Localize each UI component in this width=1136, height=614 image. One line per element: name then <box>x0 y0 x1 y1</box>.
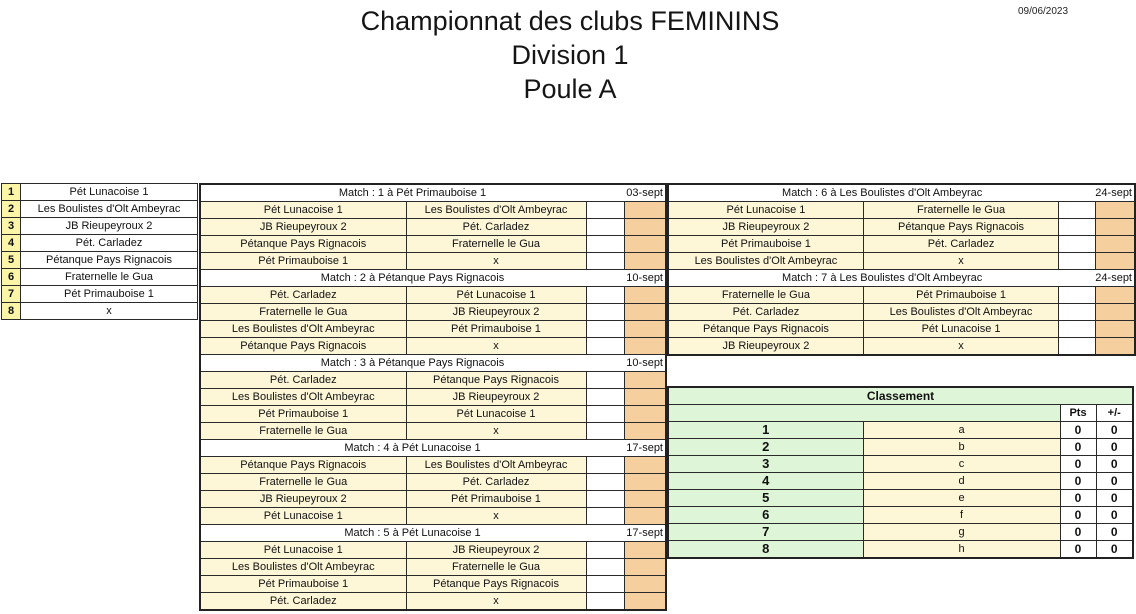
result-cell[interactable] <box>1095 236 1135 253</box>
result-cell[interactable] <box>624 474 666 491</box>
match-date: 10-sept <box>624 270 666 287</box>
home-team: Fraternelle le Gua <box>200 423 406 440</box>
result-cell[interactable] <box>1095 338 1135 356</box>
title-line-3: Poule A <box>523 74 617 104</box>
team-number: 2 <box>2 201 21 218</box>
match-date: 17-sept <box>624 525 666 542</box>
points-value: 0 <box>1060 507 1096 524</box>
game-row <box>668 202 1135 219</box>
team-number: 7 <box>2 286 21 303</box>
game-row <box>668 219 1135 236</box>
game-row <box>200 593 666 611</box>
result-cell[interactable] <box>624 338 666 355</box>
rank-number: 3 <box>668 456 863 473</box>
home-team: Pét Primauboise 1 <box>200 576 406 593</box>
rank-number: 8 <box>668 541 863 559</box>
game-row <box>200 457 666 474</box>
match-header <box>200 525 666 542</box>
team-number: 8 <box>2 303 21 320</box>
score-cell[interactable] <box>586 508 624 525</box>
score-cell[interactable] <box>586 576 624 593</box>
match-header <box>200 440 666 457</box>
result-cell[interactable] <box>624 491 666 508</box>
away-team: x <box>406 508 586 525</box>
score-cell[interactable] <box>586 253 624 270</box>
team-row <box>2 201 198 218</box>
result-cell[interactable] <box>1095 202 1135 219</box>
result-cell[interactable] <box>624 406 666 423</box>
away-team: Pét Lunacoise 1 <box>406 287 586 304</box>
home-team: JB Rieupeyroux 2 <box>668 219 863 236</box>
points-value: 0 <box>1060 439 1096 456</box>
ranked-team: b <box>863 439 1060 456</box>
away-team: JB Rieupeyroux 2 <box>406 542 586 559</box>
score-cell[interactable] <box>1059 253 1096 270</box>
team-list <box>1 183 198 320</box>
game-row <box>200 372 666 389</box>
diff-value: 0 <box>1096 507 1133 524</box>
home-team: Les Boulistes d'Olt Ambeyrac <box>200 321 406 338</box>
score-cell[interactable] <box>1059 304 1096 321</box>
match-header <box>200 270 666 287</box>
score-cell[interactable] <box>586 389 624 406</box>
match-title: Match : 7 à Les Boulistes d'Olt Ambeyrac <box>668 270 1095 287</box>
home-team: Pét Lunacoise 1 <box>200 202 406 219</box>
away-team: Pét Primauboise 1 <box>406 491 586 508</box>
home-team: Pétanque Pays Rignacois <box>200 236 406 253</box>
matches-left <box>199 183 667 611</box>
game-row <box>200 474 666 491</box>
team-name: Pét Lunacoise 1 <box>21 184 198 201</box>
result-cell[interactable] <box>1095 219 1135 236</box>
result-cell[interactable] <box>624 542 666 559</box>
team-number: 3 <box>2 218 21 235</box>
result-cell[interactable] <box>624 321 666 338</box>
points-value: 0 <box>1060 456 1096 473</box>
result-cell[interactable] <box>624 508 666 525</box>
score-cell[interactable] <box>1059 287 1096 304</box>
home-team: Pét. Carladez <box>668 304 863 321</box>
result-cell[interactable] <box>624 593 666 611</box>
team-number: 1 <box>2 184 21 201</box>
game-row <box>668 253 1135 270</box>
score-cell[interactable] <box>1059 236 1096 253</box>
match-title: Match : 1 à Pét Primauboise 1 <box>200 184 624 202</box>
team-name: JB Rieupeyroux 2 <box>21 218 198 235</box>
result-cell[interactable] <box>624 253 666 270</box>
match-date: 24-sept <box>1095 270 1135 287</box>
rank-number: 2 <box>668 439 863 456</box>
away-team: Pétanque Pays Rignacois <box>406 576 586 593</box>
classement-title: Classement <box>668 387 1133 405</box>
result-cell[interactable] <box>624 576 666 593</box>
away-team: JB Rieupeyroux 2 <box>406 304 586 321</box>
score-cell[interactable] <box>586 236 624 253</box>
classement-row <box>668 456 1133 473</box>
away-team: Pét. Carladez <box>406 474 586 491</box>
pts-header: Pts <box>1060 405 1096 422</box>
diff-value: 0 <box>1096 456 1133 473</box>
ranked-team: a <box>863 422 1060 439</box>
home-team: Les Boulistes d'Olt Ambeyrac <box>668 253 863 270</box>
ranked-team: c <box>863 456 1060 473</box>
result-cell[interactable] <box>1095 304 1135 321</box>
score-cell[interactable] <box>586 474 624 491</box>
rank-number: 5 <box>668 490 863 507</box>
away-team: Pét Lunacoise 1 <box>406 406 586 423</box>
team-row <box>2 218 198 235</box>
score-cell[interactable] <box>586 559 624 576</box>
diff-header: +/- <box>1096 405 1133 422</box>
score-cell[interactable] <box>586 593 624 611</box>
result-cell[interactable] <box>1095 253 1135 270</box>
home-team: Pét. Carladez <box>200 593 406 611</box>
game-row <box>200 508 666 525</box>
match-date: 10-sept <box>624 355 666 372</box>
ranked-team: e <box>863 490 1060 507</box>
away-team: Pét Primauboise 1 <box>863 287 1058 304</box>
classement-table <box>667 386 1134 559</box>
home-team: Pét Lunacoise 1 <box>200 542 406 559</box>
diff-value: 0 <box>1096 524 1133 541</box>
result-cell[interactable] <box>624 389 666 406</box>
points-value: 0 <box>1060 473 1096 490</box>
points-value: 0 <box>1060 422 1096 439</box>
game-row <box>200 253 666 270</box>
diff-value: 0 <box>1096 490 1133 507</box>
game-row <box>200 219 666 236</box>
match-title: Match : 5 à Pét Lunacoise 1 <box>200 525 624 542</box>
home-team: Pét Primauboise 1 <box>200 253 406 270</box>
home-team: Pétanque Pays Rignacois <box>200 338 406 355</box>
home-team: Fraternelle le Gua <box>200 304 406 321</box>
game-row <box>200 321 666 338</box>
score-cell[interactable] <box>586 287 624 304</box>
score-cell[interactable] <box>586 338 624 355</box>
classement-row <box>668 422 1133 439</box>
score-cell[interactable] <box>586 406 624 423</box>
away-team: Les Boulistes d'Olt Ambeyrac <box>863 304 1058 321</box>
result-cell[interactable] <box>624 202 666 219</box>
rank-number: 7 <box>668 524 863 541</box>
game-row <box>668 304 1135 321</box>
match-header <box>668 184 1135 202</box>
home-team: Pét Primauboise 1 <box>668 236 863 253</box>
away-team: Fraternelle le Gua <box>406 236 586 253</box>
score-cell[interactable] <box>586 491 624 508</box>
result-cell[interactable] <box>624 372 666 389</box>
ranked-team: g <box>863 524 1060 541</box>
classement-header-blank <box>668 405 1060 422</box>
team-name: Pétanque Pays Rignacois <box>21 252 198 269</box>
game-row <box>200 338 666 355</box>
match-date: 24-sept <box>1095 184 1135 202</box>
away-team: Pét. Carladez <box>863 236 1058 253</box>
match-date: 17-sept <box>624 440 666 457</box>
score-cell[interactable] <box>586 219 624 236</box>
score-cell[interactable] <box>586 457 624 474</box>
points-value: 0 <box>1060 490 1096 507</box>
home-team: Les Boulistes d'Olt Ambeyrac <box>200 559 406 576</box>
home-team: Pét Primauboise 1 <box>200 406 406 423</box>
score-cell[interactable] <box>586 372 624 389</box>
away-team: Pét Lunacoise 1 <box>863 321 1058 338</box>
title-line-2: Division 1 <box>511 40 629 70</box>
home-team: Fraternelle le Gua <box>668 287 863 304</box>
game-row <box>200 236 666 253</box>
away-team: JB Rieupeyroux 2 <box>406 389 586 406</box>
game-row <box>200 287 666 304</box>
game-row <box>200 202 666 219</box>
away-team: x <box>406 338 586 355</box>
game-row <box>668 338 1135 356</box>
home-team: Pét Lunacoise 1 <box>200 508 406 525</box>
game-row <box>200 304 666 321</box>
classement-row <box>668 541 1133 559</box>
home-team: Pétanque Pays Rignacois <box>668 321 863 338</box>
match-header <box>200 184 666 202</box>
home-team: Les Boulistes d'Olt Ambeyrac <box>200 389 406 406</box>
score-cell[interactable] <box>586 202 624 219</box>
score-cell[interactable] <box>586 321 624 338</box>
away-team: x <box>406 593 586 611</box>
result-cell[interactable] <box>624 219 666 236</box>
team-row <box>2 235 198 252</box>
score-cell[interactable] <box>586 423 624 440</box>
diff-value: 0 <box>1096 473 1133 490</box>
points-value: 0 <box>1060 524 1096 541</box>
match-date: 03-sept <box>624 184 666 202</box>
match-header <box>668 270 1135 287</box>
score-cell[interactable] <box>1059 219 1096 236</box>
rank-number: 4 <box>668 473 863 490</box>
game-row <box>200 406 666 423</box>
game-row <box>668 236 1135 253</box>
diff-value: 0 <box>1096 439 1133 456</box>
print-date: 09/06/2023 <box>1018 6 1069 17</box>
team-name: Pét. Carladez <box>21 235 198 252</box>
match-header <box>200 355 666 372</box>
ranked-team: h <box>863 541 1060 559</box>
team-number: 6 <box>2 269 21 286</box>
team-name: Fraternelle le Gua <box>21 269 198 286</box>
score-cell[interactable] <box>1059 338 1096 356</box>
away-team: Les Boulistes d'Olt Ambeyrac <box>406 457 586 474</box>
match-title: Match : 6 à Les Boulistes d'Olt Ambeyrac <box>668 184 1095 202</box>
game-row <box>200 423 666 440</box>
team-number: 4 <box>2 235 21 252</box>
game-row <box>200 576 666 593</box>
game-row <box>200 389 666 406</box>
diff-value: 0 <box>1096 541 1133 559</box>
match-title: Match : 4 à Pét Lunacoise 1 <box>200 440 624 457</box>
classement-row <box>668 507 1133 524</box>
home-team: JB Rieupeyroux 2 <box>200 491 406 508</box>
score-cell[interactable] <box>1059 202 1096 219</box>
result-cell[interactable] <box>624 457 666 474</box>
away-team: Fraternelle le Gua <box>863 202 1058 219</box>
points-value: 0 <box>1060 541 1096 559</box>
home-team: Pét. Carladez <box>200 287 406 304</box>
game-row <box>200 559 666 576</box>
game-row <box>668 287 1135 304</box>
home-team: Pét Lunacoise 1 <box>668 202 863 219</box>
home-team: Pétanque Pays Rignacois <box>200 457 406 474</box>
away-team: Les Boulistes d'Olt Ambeyrac <box>406 202 586 219</box>
rank-number: 1 <box>668 422 863 439</box>
team-name: Pét Primauboise 1 <box>21 286 198 303</box>
team-row <box>2 252 198 269</box>
diff-value: 0 <box>1096 422 1133 439</box>
ranked-team: d <box>863 473 1060 490</box>
away-team: Pét. Carladez <box>406 219 586 236</box>
team-row <box>2 184 198 201</box>
team-number: 5 <box>2 252 21 269</box>
result-cell[interactable] <box>1095 287 1135 304</box>
away-team: Pétanque Pays Rignacois <box>863 219 1058 236</box>
classement-row <box>668 473 1133 490</box>
team-row <box>2 286 198 303</box>
title-line-1: Championnat des clubs FEMININS <box>360 6 780 36</box>
game-row <box>200 491 666 508</box>
away-team: x <box>863 253 1058 270</box>
team-name: x <box>21 303 198 320</box>
ranked-team: f <box>863 507 1060 524</box>
result-cell[interactable] <box>624 287 666 304</box>
score-cell[interactable] <box>1059 321 1096 338</box>
team-row <box>2 269 198 286</box>
home-team: Pét. Carladez <box>200 372 406 389</box>
result-cell[interactable] <box>624 559 666 576</box>
classement-row <box>668 524 1133 541</box>
home-team: Fraternelle le Gua <box>200 474 406 491</box>
result-cell[interactable] <box>624 423 666 440</box>
home-team: JB Rieupeyroux 2 <box>200 219 406 236</box>
match-title: Match : 3 à Pétanque Pays Rignacois <box>200 355 624 372</box>
team-name: Les Boulistes d'Olt Ambeyrac <box>21 201 198 218</box>
match-title: Match : 2 à Pétanque Pays Rignacois <box>200 270 624 287</box>
away-team: Fraternelle le Gua <box>406 559 586 576</box>
result-cell[interactable] <box>624 304 666 321</box>
away-team: Pét Primauboise 1 <box>406 321 586 338</box>
matches-right <box>667 183 1136 356</box>
team-row <box>2 303 198 320</box>
away-team: x <box>406 423 586 440</box>
page-title <box>300 4 840 106</box>
game-row <box>668 321 1135 338</box>
result-cell[interactable] <box>624 236 666 253</box>
away-team: Pétanque Pays Rignacois <box>406 372 586 389</box>
home-team: JB Rieupeyroux 2 <box>668 338 863 356</box>
away-team: x <box>863 338 1058 356</box>
result-cell[interactable] <box>1095 321 1135 338</box>
away-team: x <box>406 253 586 270</box>
score-cell[interactable] <box>586 304 624 321</box>
game-row <box>200 542 666 559</box>
score-cell[interactable] <box>586 542 624 559</box>
rank-number: 6 <box>668 507 863 524</box>
classement-row <box>668 439 1133 456</box>
classement-row <box>668 490 1133 507</box>
